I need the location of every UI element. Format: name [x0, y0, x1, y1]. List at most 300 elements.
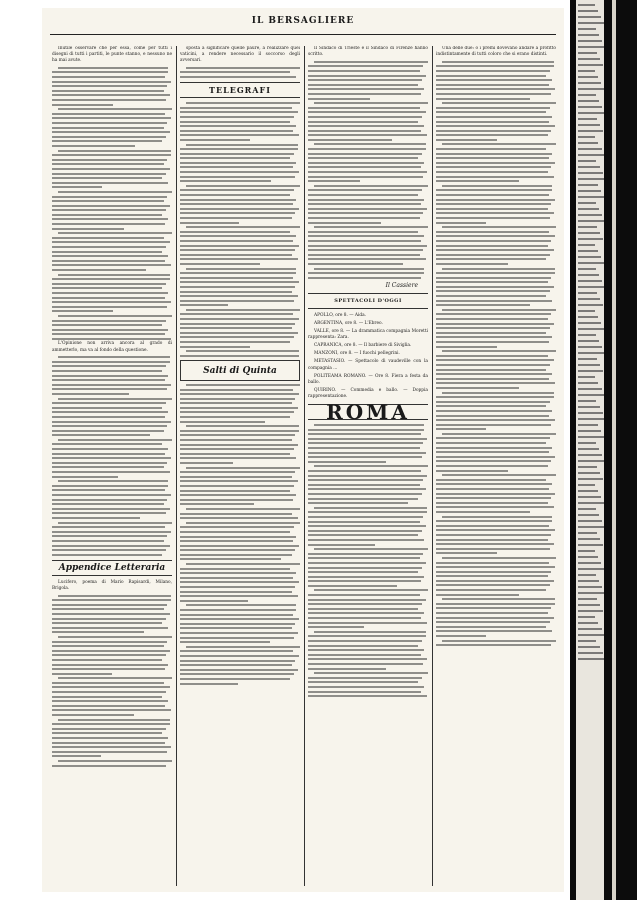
text-line: [52, 466, 164, 468]
text-line: [52, 664, 168, 666]
text-line: [52, 448, 168, 450]
adjacent-text-line: [578, 220, 604, 222]
text-line: [308, 479, 423, 481]
adjacent-text-line: [578, 394, 604, 396]
text-line: [436, 470, 508, 472]
text-line: [180, 664, 292, 666]
text-line: [436, 493, 555, 495]
text-line: [436, 272, 555, 274]
text-line: [52, 306, 167, 308]
text-line: [180, 199, 296, 201]
text-line: [180, 346, 250, 348]
text-line: [308, 162, 424, 164]
adjacent-text-line: [578, 580, 599, 582]
text-line: [436, 304, 530, 306]
text-line: [180, 240, 293, 242]
adjacent-text-line: [578, 100, 599, 102]
text-line: [52, 613, 170, 615]
text-line: [52, 622, 162, 624]
text-line: [58, 719, 170, 721]
text-line: [308, 530, 422, 532]
text-line: [180, 591, 292, 593]
text-line: [52, 765, 166, 767]
text-line: [52, 508, 170, 510]
adjacent-text-line: [578, 166, 600, 168]
text-line: [308, 217, 420, 219]
adjacent-text-line: [578, 58, 600, 60]
column-1: [52, 46, 172, 886]
text-line: [180, 673, 294, 675]
text-line: [436, 479, 546, 481]
text-line: [436, 460, 551, 462]
text-line: [180, 637, 294, 639]
text-line: [308, 580, 421, 582]
adjacent-text-line: [578, 478, 603, 480]
text-line: [308, 84, 418, 86]
text-line: [436, 589, 546, 591]
page-fold-edge: [612, 0, 616, 900]
text-line: [436, 281, 548, 283]
adjacent-page-edge: [570, 0, 637, 900]
text-line: [52, 453, 165, 455]
text-line: [308, 612, 424, 614]
text-line: [52, 549, 166, 551]
text-line: [52, 182, 168, 184]
text-line: [314, 672, 428, 674]
text-line: [52, 136, 166, 138]
text-line: [436, 249, 554, 251]
text-line: [52, 517, 140, 519]
text-line: [436, 323, 554, 325]
text-line: [308, 691, 421, 693]
text-line: [436, 548, 550, 550]
text-line: [436, 98, 530, 100]
text-line: [436, 575, 548, 577]
text-line: [436, 194, 549, 196]
text-line: [186, 604, 296, 606]
adjacent-text-line: [578, 112, 604, 114]
text-line: [52, 379, 165, 381]
text-line: [436, 483, 552, 485]
text-line: [308, 484, 420, 486]
text-line: [436, 79, 552, 81]
text-line: [180, 304, 228, 306]
text-line: [180, 577, 293, 579]
text-line: [180, 453, 290, 455]
text-line: [52, 370, 162, 372]
text-line: [314, 268, 424, 270]
text-line: [52, 196, 167, 198]
text-line: [436, 539, 548, 541]
text-line: [436, 208, 548, 210]
adjacent-text-line: [578, 358, 597, 360]
appendix-subtitle: Lucifero, poema di Mario Rapisardi, Milano, Brigola.: [52, 579, 172, 591]
text-line: [308, 116, 422, 118]
text-line: [52, 99, 166, 101]
text-line: [52, 599, 171, 601]
spettacolo-item: MANZONI, ore 8. — I fuochi pellegrini.: [314, 351, 400, 357]
adjacent-text-line: [578, 586, 602, 588]
text-line: [52, 650, 170, 652]
text-line: [308, 658, 427, 660]
text-line: [442, 433, 556, 435]
text-line: [436, 617, 554, 619]
text-line: [436, 405, 546, 407]
masthead: [50, 12, 556, 42]
text-line: [308, 429, 424, 431]
text-line: [436, 387, 519, 389]
adjacent-text-line: [578, 340, 599, 342]
text-line: [52, 104, 113, 106]
spettacolo-item: APOLLO, ore 8. — Aida.: [314, 312, 367, 318]
adjacent-text-line: [578, 466, 597, 468]
text-line: [180, 683, 238, 685]
text-line: [436, 148, 546, 150]
masthead-right-ornament: [516, 16, 556, 22]
text-line: [442, 61, 554, 63]
adjacent-text-line: [578, 154, 604, 156]
text-line: [308, 249, 423, 251]
text-line: [308, 111, 426, 113]
salti-box: [180, 360, 300, 381]
text-line: [436, 364, 550, 366]
adjacent-text-line: [578, 622, 598, 624]
text-line: [436, 290, 550, 292]
text-line: [52, 90, 164, 92]
col2-divider-2: [180, 97, 300, 98]
text-line: [308, 180, 360, 182]
text-line: [442, 102, 556, 104]
text-line: [180, 295, 298, 297]
text-line: [52, 462, 167, 464]
text-line: [52, 278, 170, 280]
adjacent-text-line: [578, 376, 595, 378]
adjacent-text-line: [578, 172, 603, 174]
text-line: [52, 287, 162, 289]
text-line: [308, 121, 418, 123]
text-line: [308, 553, 423, 555]
adjacent-text-line: [578, 514, 599, 516]
col1-paragraph-1: Inutile osservare che per essa, come per tutti i disegni di tutti i partiti, le punte stanno, e nessuno ne ha mai avute.: [52, 46, 172, 64]
text-line: [52, 407, 162, 409]
text-line: [58, 522, 172, 524]
text-line: [308, 70, 420, 72]
text-line: [308, 79, 422, 81]
text-line: [308, 222, 381, 224]
text-line: [180, 121, 290, 123]
adjacent-text-line: [578, 142, 598, 144]
text-line: [180, 336, 294, 338]
text-line: [180, 176, 295, 178]
adjacent-text-line: [578, 574, 596, 576]
text-line: [308, 576, 424, 578]
text-line: [436, 506, 554, 508]
text-line: [52, 320, 166, 322]
text-line: [180, 655, 299, 657]
text-line: [52, 512, 166, 514]
text-line: [308, 148, 426, 150]
text-line: [52, 709, 171, 711]
text-line: [180, 618, 299, 620]
column-rule-3: [432, 46, 433, 886]
text-line: [52, 361, 170, 363]
text-line: [52, 140, 162, 142]
text-line: [52, 489, 165, 491]
adjacent-text-line: [578, 502, 604, 504]
text-line: [180, 313, 293, 315]
adjacent-text-line: [578, 604, 600, 606]
text-line: [180, 430, 299, 432]
col1-divider: [52, 560, 172, 561]
text-line: [436, 552, 497, 554]
text-line: [52, 76, 165, 78]
text-line: [52, 186, 102, 188]
text-line: [180, 180, 271, 182]
adjacent-text-line: [578, 442, 596, 444]
text-line: [436, 157, 549, 159]
adjacent-text-line: [578, 616, 595, 618]
text-line: [58, 150, 171, 152]
text-line: [308, 677, 422, 679]
adjacent-text-line: [578, 598, 597, 600]
text-line: [52, 696, 162, 698]
text-line: [180, 393, 299, 395]
text-line: [180, 212, 295, 214]
text-line: [308, 599, 426, 601]
text-line: [58, 480, 168, 482]
text-line: [180, 549, 295, 551]
text-line: [308, 157, 418, 159]
text-line: [308, 93, 421, 95]
text-line: [436, 341, 549, 343]
text-line: [180, 272, 296, 274]
text-line: [52, 122, 167, 124]
text-line: [436, 300, 552, 302]
text-line: [180, 554, 292, 556]
text-line: [52, 324, 162, 326]
text-line: [308, 626, 364, 628]
text-line: [308, 681, 418, 683]
text-line: [436, 162, 555, 164]
adjacent-text-line: [578, 160, 596, 162]
column-2: [180, 46, 300, 886]
text-line: [52, 71, 168, 73]
text-line: [180, 153, 294, 155]
text-line: [436, 254, 550, 256]
text-line: [436, 166, 551, 168]
spettacolo-item: QUIRINO. — Commedia e ballo. — Doppia rappresentazione.: [308, 387, 428, 399]
text-line: [180, 389, 293, 391]
adjacent-page-text: [576, 0, 604, 900]
text-line: [436, 465, 548, 467]
text-line: [436, 603, 555, 605]
text-line: [436, 415, 549, 417]
text-line: [52, 200, 164, 202]
text-line: [308, 208, 427, 210]
spettacoli-heading: SPETTACOLI D'OGGI: [334, 297, 402, 304]
adjacent-text-line: [578, 322, 601, 324]
text-line: [52, 251, 162, 253]
text-line: [52, 260, 165, 262]
text-line: [52, 742, 165, 744]
text-line: [308, 516, 423, 518]
text-line: [186, 226, 300, 228]
text-line: [436, 497, 551, 499]
text-line: [436, 332, 546, 334]
text-line: [308, 447, 420, 449]
text-line: [436, 235, 555, 237]
col2-divider-1: [180, 82, 300, 83]
text-line: [52, 494, 171, 496]
text-line: [436, 359, 554, 361]
text-line: [308, 635, 426, 637]
text-line: [52, 645, 164, 647]
text-line: [436, 88, 555, 90]
text-line: [52, 540, 164, 542]
text-line: [308, 189, 422, 191]
text-line: [436, 635, 486, 637]
adjacent-text-line: [578, 406, 600, 408]
text-line: [52, 723, 170, 725]
adjacent-text-line: [578, 184, 598, 186]
text-line: [180, 572, 296, 574]
text-line: [308, 663, 423, 665]
text-line: [308, 594, 420, 596]
text-line: [436, 93, 551, 95]
text-line: [180, 581, 299, 583]
col3-divider-2: [308, 308, 428, 309]
adjacent-text-line: [578, 148, 602, 150]
text-line: [308, 470, 421, 472]
text-line: [308, 640, 422, 642]
text-line: [308, 245, 427, 247]
text-line: [180, 490, 290, 492]
text-line: [52, 700, 168, 702]
text-line: [180, 258, 298, 260]
text-line: [52, 421, 171, 423]
text-line: [52, 631, 144, 633]
adjacent-text-line: [578, 280, 602, 282]
text-line: [436, 125, 555, 127]
text-line: [442, 185, 552, 187]
text-line: [180, 327, 292, 329]
masthead-rule: [50, 34, 556, 35]
text-line: [186, 309, 300, 311]
text-line: [58, 315, 172, 317]
text-line: [436, 121, 549, 123]
text-line: [52, 264, 171, 266]
adjacent-text-line: [578, 136, 595, 138]
text-line: [436, 286, 554, 288]
text-line: [52, 434, 150, 436]
text-line: [180, 641, 270, 643]
text-line: [436, 336, 552, 338]
adjacent-text-line: [578, 88, 604, 90]
text-line: [436, 263, 508, 265]
text-line: [308, 562, 426, 564]
text-line: [52, 705, 165, 707]
col3-signature: Il Cassiere: [385, 281, 418, 289]
text-line: [308, 534, 418, 536]
text-line: [436, 111, 546, 113]
text-line: [52, 159, 167, 161]
text-line: [308, 438, 427, 440]
text-line: [52, 545, 170, 547]
text-line: [52, 81, 171, 83]
text-line: [52, 659, 162, 661]
text-line: [436, 199, 555, 201]
text-line: [180, 434, 295, 436]
text-line: [436, 410, 552, 412]
text-line: [308, 107, 420, 109]
adjacent-text-line: [578, 634, 604, 636]
adjacent-text-line: [578, 214, 602, 216]
text-line: [52, 503, 164, 505]
adjacent-text-line: [578, 40, 602, 42]
adjacent-text-line: [578, 28, 596, 30]
adjacent-text-line: [578, 460, 604, 462]
text-line: [180, 485, 294, 487]
text-line: [52, 457, 171, 459]
text-line: [180, 76, 296, 78]
text-line: [180, 355, 299, 357]
text-line: [180, 609, 296, 611]
adjacent-text-line: [578, 610, 603, 612]
text-line: [180, 660, 295, 662]
text-line: [58, 356, 170, 358]
text-line: [436, 217, 550, 219]
text-line: [436, 171, 548, 173]
text-line: [52, 241, 170, 243]
spettacolo-item: ARGENTINA, ore 8. — L'Ebreo.: [314, 320, 383, 326]
text-line: [436, 428, 486, 430]
column-rule-2: [304, 46, 305, 886]
adjacent-text-line: [578, 334, 596, 336]
text-line: [436, 529, 555, 531]
text-line: [52, 554, 162, 556]
adjacent-text-line: [578, 592, 604, 594]
adjacent-text-line: [578, 490, 598, 492]
adjacent-text-line: [578, 238, 603, 240]
text-line: [180, 398, 295, 400]
text-line: [180, 254, 292, 256]
text-line: [52, 416, 165, 418]
text-line: [442, 598, 555, 600]
text-line: [52, 283, 166, 285]
text-line: [52, 209, 166, 211]
text-line: [58, 595, 171, 597]
masthead-title: IL BERSAGLIERE: [251, 16, 355, 26]
text-line: [436, 84, 549, 86]
adjacent-text-line: [578, 304, 603, 306]
text-line: [442, 268, 555, 270]
text-line: [52, 627, 168, 629]
text-line: [186, 508, 300, 510]
adjacent-text-line: [578, 250, 598, 252]
text-line: [442, 309, 556, 311]
text-line: [180, 125, 296, 127]
text-line: [52, 218, 168, 220]
adjacent-text-line: [578, 190, 601, 192]
adjacent-text-line: [578, 82, 601, 84]
text-line: [180, 614, 293, 616]
text-line: [186, 384, 300, 386]
text-line: [436, 456, 555, 458]
text-line: [52, 228, 124, 230]
text-line: [52, 223, 165, 225]
text-line: [308, 65, 423, 67]
adjacent-text-line: [578, 454, 602, 456]
